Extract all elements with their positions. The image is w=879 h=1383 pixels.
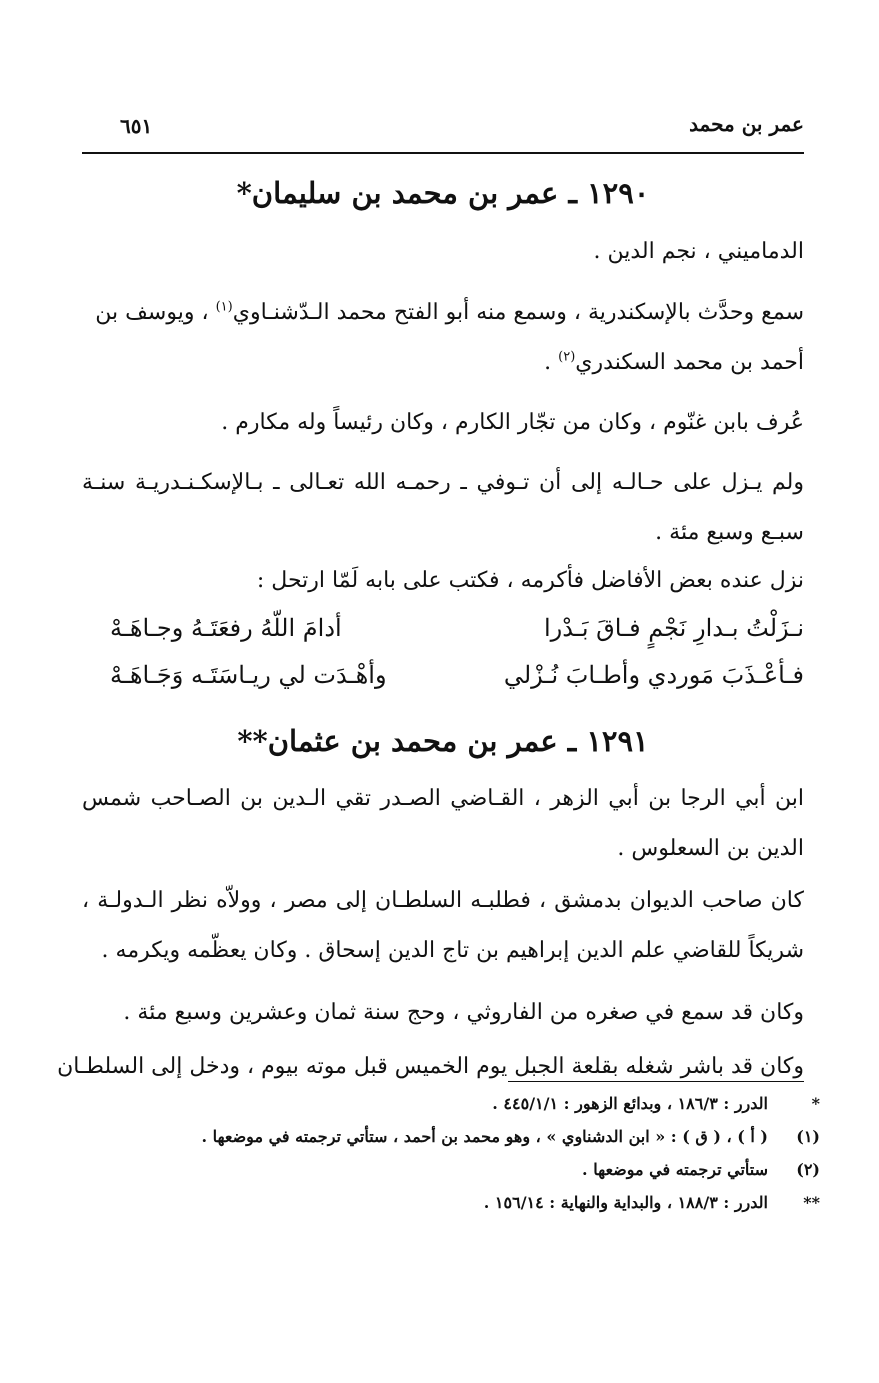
poem-verse-1: [110, 614, 804, 658]
paragraph-text: .: [544, 350, 559, 375]
entry-1290-paragraph-5: نزل عنده بعض الأفاضل فأكرمه ، فكتب على بابه لَمّا ارتحل :: [256, 568, 804, 593]
footnote-marker: (١): [796, 1127, 820, 1146]
entry-1290-paragraph-1: الدماميني ، نجم الدين .: [593, 239, 804, 264]
footnote-text: الدرر : ١٨٦/٣ ، وبدائع الزهور : ٤٤٥/١/١ .: [492, 1094, 768, 1113]
paragraph-text: أحمد بن محمد السكندري: [575, 350, 804, 375]
verse-2-second-hemistich: وأهْـدَت لي ريـاسَتَـه وَجَـاهَـهْ: [110, 661, 387, 689]
footnote-marker: *: [811, 1094, 820, 1113]
verse-2-first-hemistich: فـأعْـذَبَ مَوردي وأطـابَ نُـزْلي: [503, 661, 804, 689]
paragraph-text: سمع وحدَّث بالإسكندرية ، وسمع منه أبو الفتح محمد الـدّشنـاوي: [232, 300, 804, 325]
footnote-reference-1[interactable]: (١): [215, 299, 233, 315]
running-title: عمر بن محمد: [689, 112, 804, 136]
entry-1291-paragraph-1: ابن أبي الرجا بن أبي الزهر ، القـاضي الصـدر تقي الـدين بن الصـاحب شمس الدين بن السعلوس .: [82, 786, 804, 861]
entry-1290-paragraph-4: ولم يـزل على حـالـه إلى أن تـوفي ـ رحمـه الله تعـالى ـ بـالإسكـنـدريـة سنـة سبـع وسبع مئة .: [82, 470, 804, 545]
entry-1291-paragraph-4: وكان قد باشر شغله بقلعة الجبل يوم الخميس قبل موته بيوم ، ودخل إلى السلطـان: [57, 1054, 804, 1079]
paragraph-text: ، ويوسف بن: [95, 300, 216, 325]
entry-1290-paragraph-2: [82, 288, 804, 388]
verse-1-second-hemistich: أدامَ اللّهُ رفعَتَـهُ وجـاهَـهْ: [110, 614, 342, 642]
poem-verse-2: [110, 661, 804, 705]
page-header: [82, 112, 804, 150]
footnote-2: [150, 1160, 820, 1190]
verse-1-first-hemistich: نـزَلْتُ بـدارِ نَجْمٍ فـاقَ بَـدْرا: [543, 614, 804, 642]
footnote-reference-2[interactable]: (٢): [558, 349, 576, 365]
footnote-marker: **: [803, 1193, 820, 1212]
entry-1291-paragraph-2: كان صاحب الديوان بدمشق ، فطلبـه السلطـان إلى مصر ، وولاّه نظر الـدولـة ، شريكاً للقاضي علم الدين إبراهيم بن تاج الدين إسحاق . وكان يعظّمه ويكرمه .: [82, 888, 804, 963]
footnote-1: [150, 1127, 820, 1157]
header-rule: [82, 152, 804, 154]
page-number: ٦٥١: [120, 114, 153, 138]
footnote-separator: [508, 1081, 804, 1082]
entry-1291-paragraph-3: وكان قد سمع في صغره من الفاروثي ، وحج سنة ثمان وعشرين وسبع مئة .: [123, 1000, 804, 1025]
entry-heading-1291: ١٢٩١ ـ عمر بن محمد بن عثمان**: [237, 724, 649, 758]
entry-1290-paragraph-3: عُرف بابن غنّوم ، وكان من تجّار الكارم ، وكان رئيساً وله مكارم .: [221, 410, 804, 435]
footnote-1291-source: [150, 1193, 820, 1223]
footnote-text: ستأتي ترجمته في موضعها .: [582, 1160, 768, 1179]
footnote-marker: (٢): [796, 1160, 820, 1179]
entry-heading-1290: ١٢٩٠ ـ عمر بن محمد بن سليمان*: [236, 176, 650, 210]
footnote-text: الدرر : ١٨٨/٣ ، والبداية والنهاية : ١٥٦/١٤ .: [483, 1193, 768, 1212]
footnote-text: ( أ ) ، ( ق ) : « ابن الدشناوي » ، وهو محمد بن أحمد ، ستأتي ترجمته في موضعها .: [201, 1127, 768, 1146]
footnote-1290-source: [150, 1094, 820, 1124]
